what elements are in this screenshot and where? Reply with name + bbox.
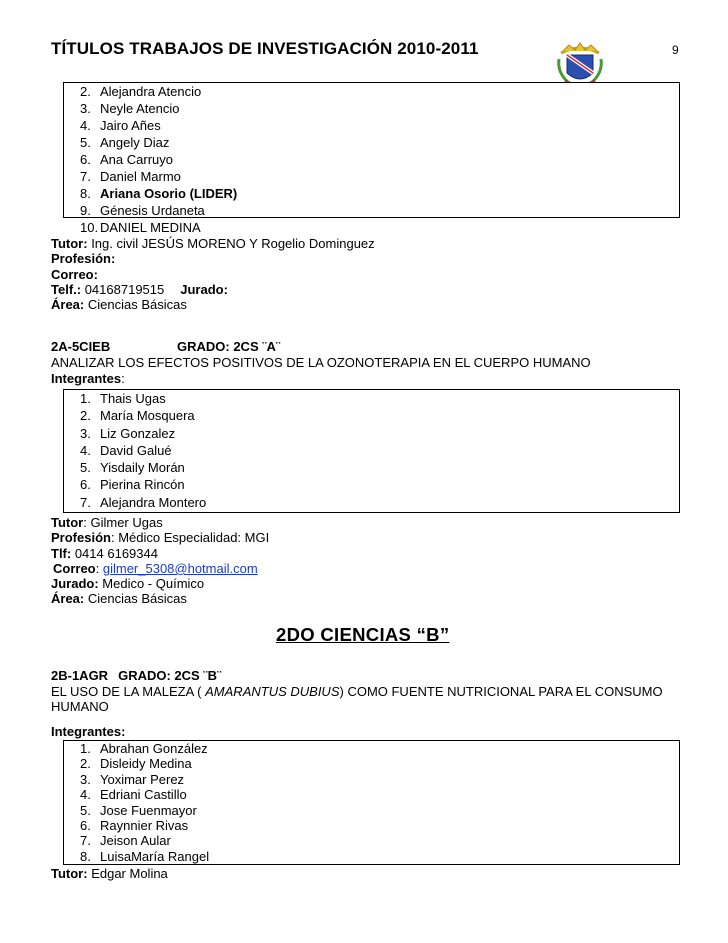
tutor-label: Tutor:: [51, 866, 88, 881]
section-heading: 2DO CIENCIAS “B”: [276, 624, 450, 645]
integrantes-line: [51, 723, 125, 741]
member-name: Disleidy Medina: [100, 756, 192, 772]
member-name: Yisdaily Morán: [100, 460, 185, 476]
integrantes-line: [51, 370, 125, 388]
correo-separator: :: [95, 561, 103, 576]
list-item: [64, 772, 679, 787]
grado-label: GRADO: 2CS ¨A¨: [177, 339, 281, 354]
list-item: [64, 459, 679, 476]
email-link[interactable]: gilmer_5308@hotmail.com: [102, 561, 258, 576]
member-name: Ariana Osorio (LIDER): [100, 186, 238, 201]
list-item: [64, 833, 679, 848]
member-name: Angely Diaz: [100, 135, 170, 150]
list-item: [64, 407, 679, 424]
list-item: [64, 202, 679, 219]
list-number: 1.: [80, 391, 91, 406]
list-item: [64, 100, 679, 117]
member-name: Daniel Marmo: [100, 169, 181, 184]
area-line: [51, 296, 187, 314]
list-number: 6.: [80, 152, 91, 167]
member-name: Abrahan González: [100, 741, 208, 756]
integrantes-label: Integrantes:: [51, 724, 126, 739]
list-number: 4.: [80, 442, 91, 458]
list-number: 2.: [80, 408, 91, 424]
jurado-label: Jurado:: [51, 576, 99, 591]
project-title: [51, 683, 663, 701]
area-line: [51, 590, 187, 608]
jurado-value: Medico - Químico: [98, 576, 205, 591]
member-name: Génesis Urdaneta: [100, 203, 205, 218]
correo-label: Correo:: [51, 267, 98, 282]
list-item: [64, 476, 679, 493]
area-value: Ciencias Básicas: [84, 591, 187, 606]
page-number: 9: [672, 43, 679, 57]
member-name: María Mosquera: [100, 408, 195, 424]
members-list: [64, 741, 679, 864]
project-title: ANALIZAR LOS EFECTOS POSITIVOS DE LA OZONOTERAPIA EN EL CUERPO HUMANO: [51, 355, 591, 370]
member-name: David Galué: [100, 442, 172, 458]
correo-label: Correo: [53, 561, 96, 576]
member-name: Pierina Rincón: [100, 477, 185, 493]
list-number: 7.: [80, 494, 91, 510]
member-name: Yoximar Perez: [100, 771, 185, 787]
members-box: [63, 389, 680, 513]
list-item: [64, 787, 679, 802]
list-item: [64, 83, 679, 100]
list-number: 6.: [80, 477, 91, 493]
list-item: [64, 390, 679, 407]
list-number: 1.: [80, 741, 91, 756]
grado-label: GRADO: 2CS ¨B¨: [118, 668, 222, 683]
list-item: [64, 442, 679, 459]
list-number: 8.: [80, 848, 91, 864]
member-name: LuisaMaría Rangel: [100, 848, 210, 864]
species-name: AMARANTUS DUBIUS: [205, 684, 340, 699]
profesion-label: Profesión: [51, 530, 111, 545]
list-number: 7.: [80, 169, 91, 184]
list-item: [64, 117, 679, 134]
profesion-label: Profesión:: [51, 251, 116, 266]
integrantes-label: Integrantes: [51, 371, 122, 386]
list-number: 6.: [80, 817, 91, 833]
member-name: Liz Gonzalez: [100, 425, 176, 441]
list-number: 8.: [80, 186, 91, 201]
tlf-label: Tlf:: [51, 546, 72, 561]
tutor-label: Tutor: [51, 515, 84, 530]
list-item: [64, 494, 679, 511]
list-number: 5.: [80, 460, 91, 476]
tlf-value: 0414 6169344: [71, 546, 158, 561]
member-name: Jairo Añes: [100, 118, 161, 133]
title-suffix: ) COMO FUENTE NUTRICIONAL PARA EL CONSUMO: [339, 684, 663, 699]
member-name: DANIEL MEDINA: [100, 220, 201, 235]
member-name: Raynnier Rivas: [100, 817, 189, 833]
list-item: [64, 741, 679, 756]
list-item: [64, 151, 679, 168]
member-name: Jeison Aular: [100, 833, 171, 849]
member-name: Alejandra Montero: [100, 494, 207, 510]
list-number: 5.: [80, 135, 91, 150]
member-name: Neyle Atencio: [100, 101, 180, 116]
list-number: 2.: [80, 756, 91, 772]
list-number: 7.: [80, 833, 91, 849]
list-number: 3.: [80, 101, 91, 116]
member-name: Ana Carruyo: [100, 152, 173, 167]
telf-label: Telf.:: [51, 282, 82, 297]
list-number: 9.: [80, 203, 91, 218]
list-number: 2.: [80, 84, 91, 99]
member-name: Alejandra Atencio: [100, 84, 202, 99]
area-label: Área:: [51, 591, 85, 606]
member-name: Edriani Castillo: [100, 787, 187, 803]
list-item: [64, 849, 679, 864]
list-item: [64, 425, 679, 442]
member-name: Thais Ugas: [100, 391, 166, 406]
list-number: 4.: [80, 787, 91, 803]
integrantes-colon: :: [121, 371, 125, 386]
project-title-line2: HUMANO: [51, 699, 109, 714]
tutor-label: Tutor:: [51, 236, 88, 251]
project-code: 2A-5CIEB: [51, 339, 111, 354]
members-box: [63, 740, 680, 865]
list-number: 4.: [80, 118, 91, 133]
members-box: [63, 82, 680, 235]
members-list: [64, 83, 679, 236]
list-number: 10.: [80, 220, 99, 235]
list-number: 3.: [80, 425, 91, 441]
list-item: [64, 219, 679, 236]
tutor-value: : Gilmer Ugas: [83, 515, 163, 530]
list-item: [64, 185, 679, 202]
list-item: [64, 168, 679, 185]
list-item: [64, 803, 679, 818]
tutor-line: [51, 865, 168, 883]
list-item: [64, 818, 679, 833]
area-value: Ciencias Básicas: [84, 297, 187, 312]
title-prefix: EL USO DE LA MALEZA (: [51, 684, 206, 699]
members-list: [64, 390, 679, 511]
telf-value: 04168719515: [81, 282, 165, 297]
tutor-value: Edgar Molina: [87, 866, 168, 881]
list-item: [64, 756, 679, 771]
document-title: TÍTULOS TRABAJOS DE INVESTIGACIÓN 2010-2011: [51, 39, 479, 58]
profesion-value: : Médico Especialidad: MGI: [110, 530, 270, 545]
member-name: Jose Fuenmayor: [100, 802, 197, 818]
project-code: 2B-1AGR: [51, 668, 109, 683]
list-number: 3.: [80, 771, 91, 787]
list-number: 5.: [80, 802, 91, 818]
area-label: Área:: [51, 297, 85, 312]
tutor-value: Ing. civil JESÚS MORENO Y Rogelio Dominguez: [87, 236, 375, 251]
list-item: [64, 134, 679, 151]
jurado-label: Jurado:: [180, 282, 228, 297]
